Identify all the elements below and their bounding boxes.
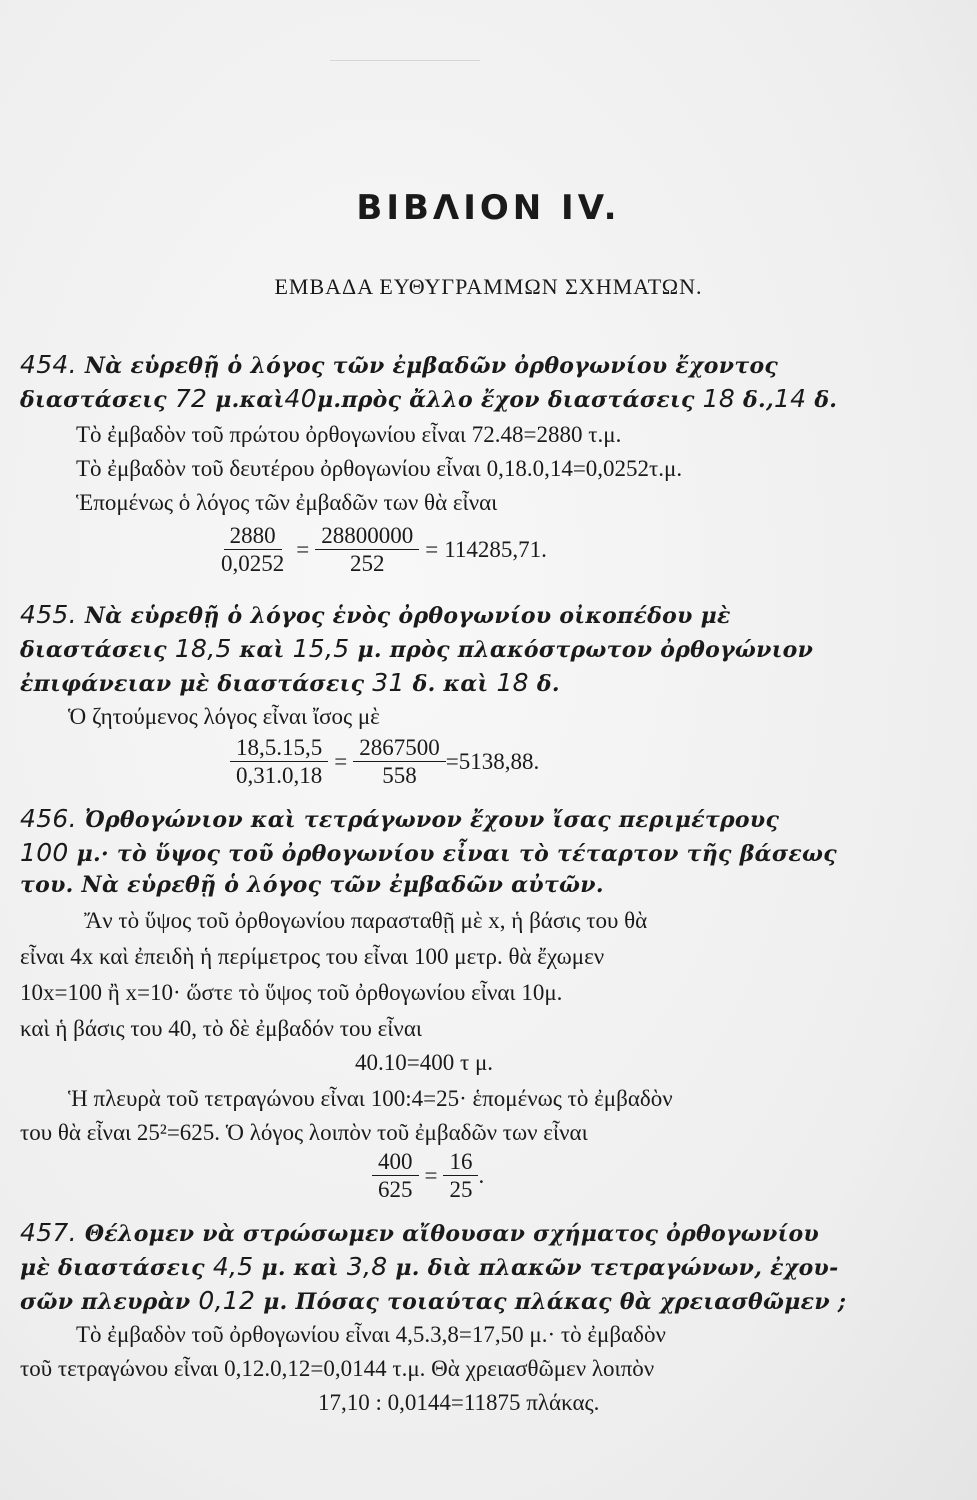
problem-455-statement-line-2: διαστάσεις 18,5 καὶ 15,5 μ. πρὸς πλακόστρωτον ὀρθογώνιον [20, 634, 814, 663]
problem-457-statement-line-3: σῶν πλευρὰν 0,12 μ. Πόσας τοιαύτας πλάκας θὰ χρειασθῶμεν ; [20, 1286, 847, 1315]
problem-457-statement-line-1: 457. Θέλομεν νὰ στρώσωμεν αἴθουσαν σχήματος ὀρθογωνίου [20, 1218, 820, 1247]
solution-line: εἶναι 4x καὶ ἐπειδὴ ἡ περίμετρος του εἶναι 100 μετρ. θὰ ἔχωμεν [20, 944, 605, 969]
solution-line: 17,10 : 0,0144=11875 πλάκας. [318, 1390, 600, 1415]
fraction: $\frac{18,5.15,5}{0,31.0,18}$ [230, 736, 328, 788]
fraction: $\frac{16}{25}$ [443, 1150, 478, 1202]
fraction: $\frac{28800000}{252}$ [315, 524, 419, 576]
solution-line: Τὸ ἐμβαδὸν τοῦ δευτέρου ὀρθογωνίου εἶναι 0,18.0,14=0,0252τ.μ. [76, 456, 683, 481]
solution-line: 10x=100 ἢ x=10· ὥστε τὸ ὕψος τοῦ ὀρθογωνίου εἶναι 10μ. [20, 980, 563, 1005]
fraction: $\frac{400}{625}$ [372, 1150, 419, 1202]
problem-454-statement-line-1: 454. Νὰ εὑρεθῇ ὁ λόγος τῶν ἐμβαδῶν ὀρθογωνίου ἔχοντος [20, 350, 779, 379]
fraction-equation: $\frac{18,5.15,5}{0,31.0,18}$ = $\frac{2867500}{558}$ =5138,88. [230, 736, 539, 788]
fraction-equation: $\frac{400}{625}$ = $\frac{16}{25}$ . [372, 1150, 484, 1202]
problem-455-statement-line-1: 455. Νὰ εὑρεθῇ ὁ λόγος ἑνὸς ὀρθογωνίου οἰκοπέδου μὲ [20, 600, 731, 629]
book-title: ΒΙΒΛΙΟΝ IV. [356, 188, 621, 228]
problem-number: 455. [20, 600, 77, 629]
solution-line: Ὁ ζητούμενος λόγος εἶναι ἴσος μὲ [68, 704, 380, 729]
fraction-equation: $\frac{2880}{0,0252}$ = $\frac{28800000}{252}$ = 114285,71. [215, 524, 547, 576]
solution-line: Ἡ πλευρὰ τοῦ τετραγώνου εἶναι 100:4=25· ἑπομένως τὸ ἐμβαδὸν [68, 1086, 673, 1111]
fraction: $\frac{2880}{0,0252}$ [221, 523, 285, 577]
fraction: $\frac{2867500}{558}$ [353, 736, 446, 788]
problem-457-statement-line-2: μὲ διαστάσεις 4,5 μ. καὶ 3,8 μ. διὰ πλακῶν τετραγώνων, ἐχου- [20, 1252, 839, 1281]
problem-number: 454. [20, 350, 77, 379]
problem-456-statement-line-1: 456. Ὀρθογώνιον καὶ τετράγωνον ἔχουν ἴσας περιμέτρους [20, 804, 780, 833]
chapter-subtitle: ΕΜΒΑΔΑ ΕΥΘΥΓΡΑΜΜΩΝ ΣΧΗΜΑΤΩΝ. [274, 274, 703, 299]
solution-line: Ἑπομένως ὁ λόγος τῶν ἐμβαδῶν των θὰ εἶναι [76, 490, 498, 515]
solution-line: 40.10=400 τ μ. [355, 1050, 494, 1075]
problem-number: 457. [20, 1218, 77, 1247]
problem-456-statement-line-3: του. Νὰ εὑρεθῇ ὁ λόγος τῶν ἐμβαδῶν αὐτῶν. [20, 872, 604, 898]
solution-line: Τὸ ἐμβαδὸν τοῦ ὀρθογωνίου εἶναι 4,5.3,8=17,50 μ.· τὸ ἐμβαδὸν [76, 1322, 666, 1347]
bleed-through-mark [330, 60, 480, 61]
solution-line: Τὸ ἐμβαδὸν τοῦ πρώτου ὀρθογωνίου εἶναι 72.48=2880 τ.μ. [76, 422, 622, 447]
solution-line: Ἄν τὸ ὕψος τοῦ ὀρθογωνίου παρασταθῇ μὲ x, ἡ βάσις του θὰ [84, 908, 648, 933]
solution-line: του θὰ εἶναι 25²=625. Ὁ λόγος λοιπὸν τοῦ ἐμβαδῶν των εἶναι [20, 1120, 588, 1145]
problem-number: 456. [20, 804, 77, 833]
solution-line: καὶ ἡ βάσις του 40, τὸ δὲ ἐμβαδόν του εἶναι [20, 1016, 423, 1041]
solution-line: τοῦ τετραγώνου εἶναι 0,12.0,12=0,0144 τ.μ. Θὰ χρειασθῶμεν λοιπὸν [20, 1356, 655, 1381]
problem-454-statement-line-2: διαστάσεις 72 μ.καὶ40μ.πρὸς ἄλλο ἔχον διαστάσεις 18 δ.,14 δ. [20, 384, 838, 413]
problem-455-statement-line-3: ἐπιφάνειαν μὲ διαστάσεις 31 δ. καὶ 18 δ. [20, 668, 560, 697]
problem-456-statement-line-2: 100 μ.· τὸ ὕψος τοῦ ὀρθογωνίου εἶναι τὸ τέταρτον τῆς βάσεως [20, 838, 837, 867]
